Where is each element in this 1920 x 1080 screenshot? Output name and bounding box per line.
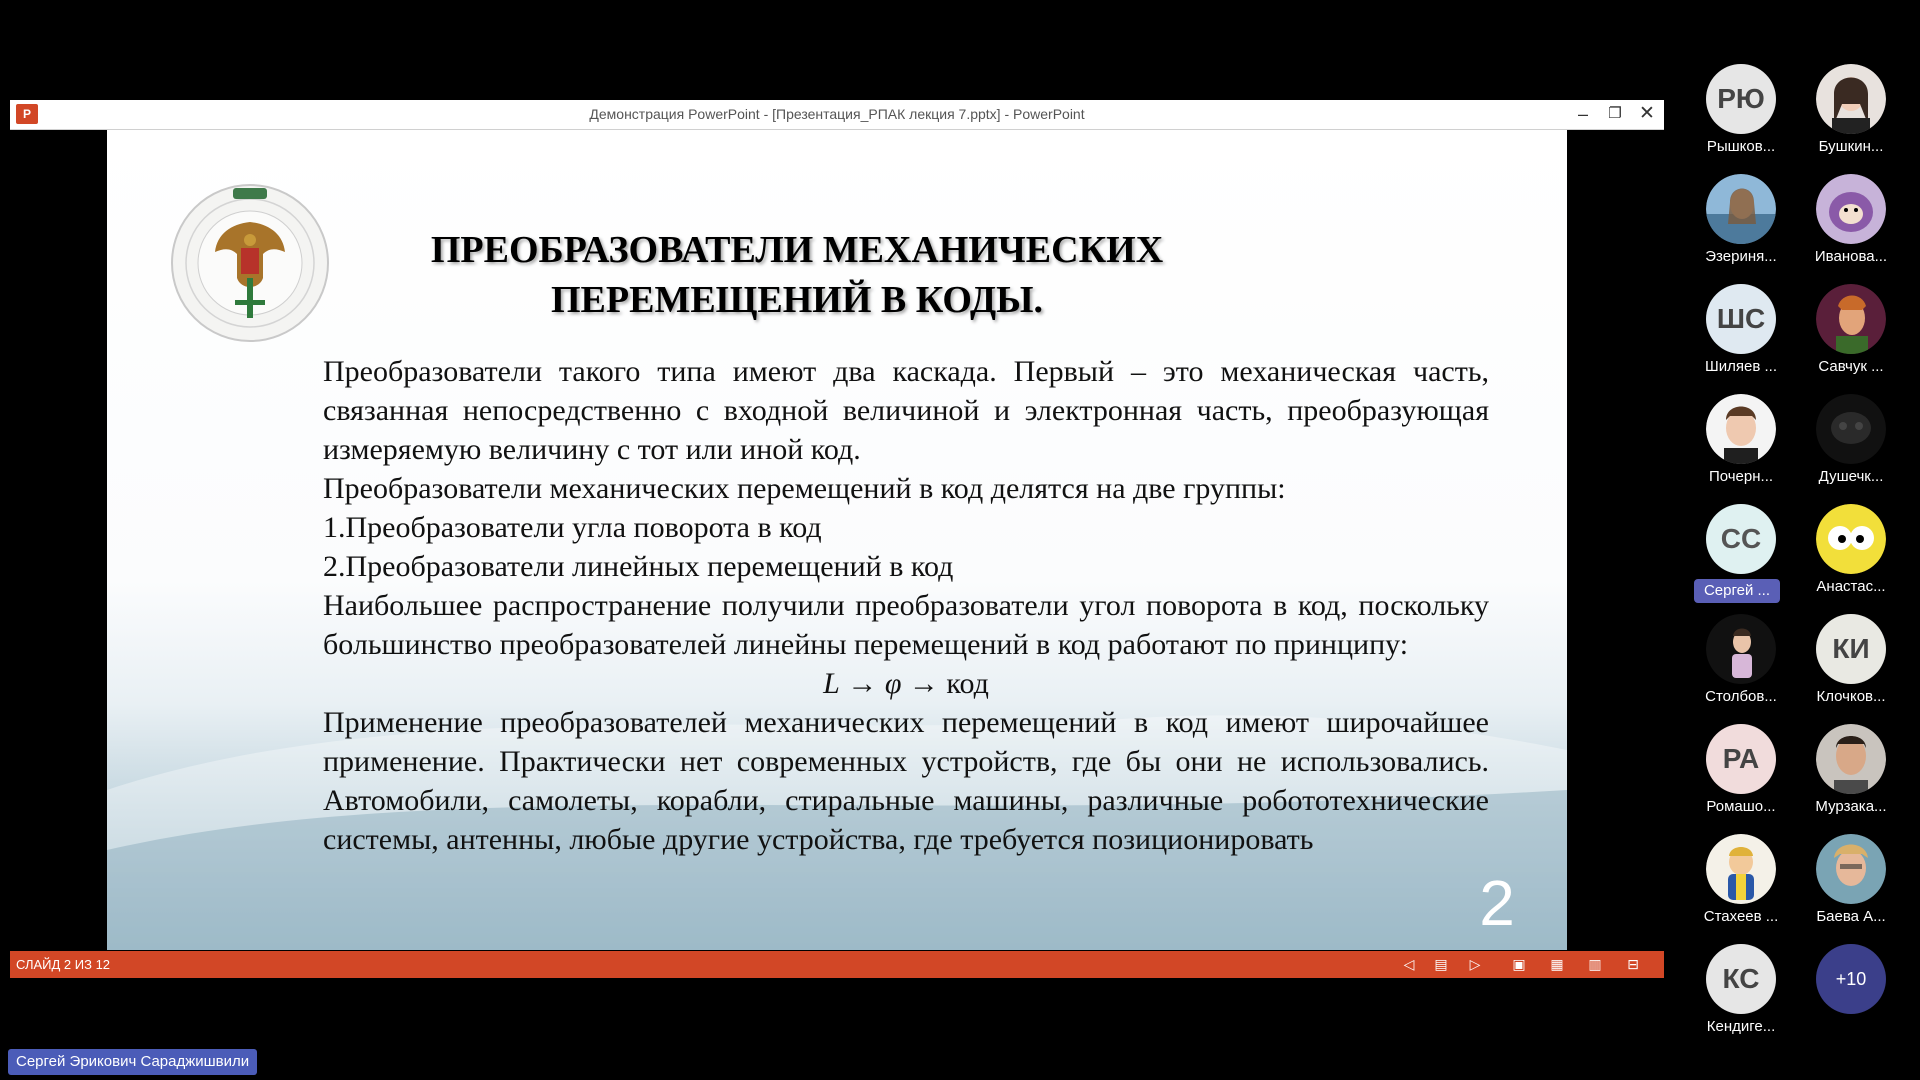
avatar-photo [1706,394,1776,464]
reading-view-icon[interactable]: ▥ [1588,956,1602,972]
status-bar [10,951,1664,978]
participant-name: Анастас... [1816,578,1886,595]
slide-sorter-icon[interactable]: ▦ [1550,956,1564,972]
more-participants-button[interactable] [1796,944,1906,1052]
slide-number: 2 [1479,867,1515,939]
formula-code: код [946,667,989,700]
university-emblem-icon [169,182,331,344]
participant-name: Бушкин... [1818,138,1884,155]
close-button[interactable]: ✕ [1639,103,1655,124]
slide-title [367,225,1227,325]
participant-tile[interactable] [1796,504,1906,612]
avatar: КИ [1816,614,1886,684]
formula-arrow: → [847,667,878,700]
more-participants-count: +10 [1816,944,1886,1014]
participant-tile[interactable] [1686,284,1796,392]
participant-tile[interactable] [1796,174,1906,282]
participant-tile[interactable] [1796,614,1906,722]
participant-name-active-speaker: Сергей ... [1694,579,1780,603]
avatar-photo [1816,504,1886,574]
body-paragraph: Преобразователи такого типа имеют два каскада. Первый – это механическая часть, связанная непосредственно с входной величиной и электронная часть, преобразующая измеряемую величину с тот или иной код. [323,355,1489,466]
avatar-photo [1816,834,1886,904]
formula-l: L [823,667,840,700]
avatar-photo [1816,724,1886,794]
participant-name: Иванова... [1814,248,1888,265]
slide-title-line-1: ПРЕОБРАЗОВАТЕЛИ МЕХАНИЧЕСКИХ [430,229,1164,271]
body-list-item: 2.Преобразователи линейных перемещений в код [323,550,954,583]
participant-tile[interactable] [1686,174,1796,282]
avatar-photo [1816,174,1886,244]
participant-name: Шиляев ... [1705,358,1777,375]
slideshow-icon[interactable]: ⊟ [1627,956,1639,972]
powerpoint-logo-icon: P [16,104,38,124]
participant-tile[interactable] [1686,724,1796,832]
title-bar [10,100,1664,130]
participant-name: Душечк... [1818,468,1884,485]
minimize-button[interactable]: – [1577,104,1588,124]
avatar: ШС [1706,284,1776,354]
slide-title-line-2: ПЕРЕМЕЩЕНИЙ В КОДЫ. [551,279,1043,321]
participant-tile[interactable] [1686,944,1796,1052]
powerpoint-window [10,100,1664,980]
avatar: РЮ [1706,64,1776,134]
avatar-photo [1706,614,1776,684]
participant-tile[interactable] [1686,504,1796,612]
presenter-name-label: Сергей Эрикович Сараджишвили [8,1049,257,1075]
participant-tile[interactable] [1796,834,1906,942]
formula-arrow: → [908,667,939,700]
prev-icon[interactable]: ◁ [1403,956,1415,972]
avatar: СС [1706,504,1776,574]
participant-tile[interactable] [1686,394,1796,502]
avatar-photo [1816,284,1886,354]
window-title: Демонстрация PowerPoint - [Презентация_РПАК лекция 7.pptx] - PowerPoint [589,106,1085,122]
formula-phi: φ [884,667,902,700]
slide-body [323,352,1489,859]
formula [323,664,1489,703]
slide [107,130,1567,950]
participant-tile[interactable] [1686,614,1796,722]
avatar: РА [1706,724,1776,794]
participant-name: Стахеев ... [1703,908,1779,925]
participant-name: Ромашо... [1706,798,1776,815]
participant-tile[interactable] [1796,64,1906,172]
participant-name: Баева А... [1816,908,1886,925]
participant-name: Почерн... [1708,468,1774,485]
avatar-photo [1706,174,1776,244]
avatar-photo [1706,834,1776,904]
participant-name: Савчук ... [1818,358,1884,375]
participant-name: Кендиге... [1706,1018,1776,1035]
restore-button[interactable]: ❐ [1608,105,1622,122]
participant-tile[interactable] [1686,834,1796,942]
participant-name: Клочков... [1816,688,1886,705]
slide-counter: СЛАЙД 2 ИЗ 12 [16,957,111,972]
body-paragraph: Наибольшее распространение получили преобразователи угол поворота в код, поскольку большинство преобразователей линейны перемещений в код работают по принципу: [323,589,1489,661]
next-icon[interactable]: ▷ [1469,956,1481,972]
participant-tile[interactable] [1796,394,1906,502]
normal-view-icon[interactable]: ▣ [1512,956,1526,972]
avatar-photo [1816,64,1886,134]
body-list-item: 1.Преобразователи угла поворота в код [323,511,822,544]
participant-tile[interactable] [1686,64,1796,172]
avatar-photo [1816,394,1886,464]
body-paragraph: Применение преобразователей механических перемещений в код имеют широчайшее применение. Практически нет современных устройств, где бы они не использовались. Автомобили, самолеты, корабли, стиральные машины, различные робототехнические системы, антенны, любые другие устройства, где требуется позиционировать [323,706,1489,856]
avatar: КС [1706,944,1776,1014]
participant-name: Столбов... [1705,688,1777,705]
body-paragraph: Преобразователи механических перемещений в код делятся на две группы: [323,472,1286,505]
participant-name: Мурзака... [1815,798,1887,815]
participant-tile[interactable] [1796,284,1906,392]
notes-icon[interactable]: ▤ [1434,956,1448,972]
participant-tile[interactable] [1796,724,1906,832]
participant-name: Эзериня... [1705,248,1777,265]
participant-name: Рышков... [1706,138,1776,155]
